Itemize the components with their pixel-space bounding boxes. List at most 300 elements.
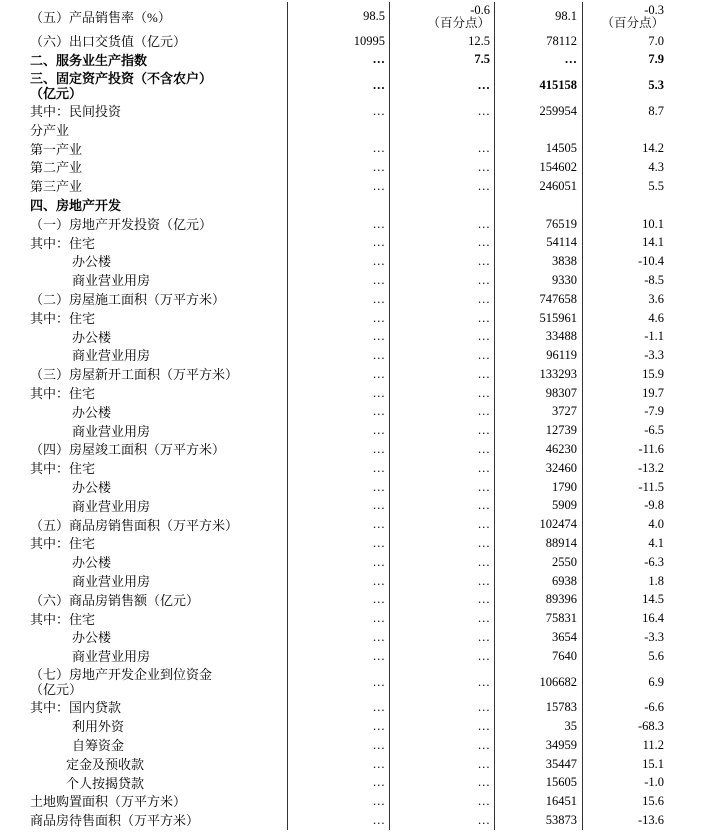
value-2: … [477,756,490,771]
value-1: … [372,78,385,93]
value-cell-3 [495,140,583,159]
value-cell-4 [583,290,668,309]
row-label [0,215,288,234]
value-1: … [372,423,385,438]
value-cell-2 [390,736,495,755]
row-label [0,121,288,140]
value-cell-4 [583,158,668,177]
table-row [0,666,724,699]
value-1: … [372,141,385,156]
value-cell-4 [583,811,668,830]
row-label [0,811,288,830]
value-3: 154602 [539,160,577,175]
value-1: … [372,756,385,771]
table-row [0,70,724,103]
value-1: … [372,554,385,569]
value-3: 75831 [545,611,577,626]
value-2: … [477,573,490,588]
row-label-text: 其中：住宅 [30,385,96,401]
value-2: … [477,423,490,438]
table-row [0,51,724,70]
value-cell-4 [583,591,668,610]
table-row [0,440,724,459]
table-row [0,591,724,610]
row-label [0,196,288,215]
row-label [0,32,288,51]
value-cell-4 [583,610,668,629]
value-cell-2 [390,215,495,234]
value-cell-1 [288,196,390,215]
value-2: … [477,775,490,790]
value-2: … [477,103,490,118]
row-label [0,792,288,811]
value-cell-4 [583,516,668,535]
value-cell-1 [288,478,390,497]
value-3: 6938 [552,573,577,588]
value-cell-2 [390,647,495,666]
value-3: 102474 [539,517,577,532]
value-cell-1 [288,328,390,347]
value-cell-1 [288,32,390,51]
value-cell-4 [583,422,668,441]
value-4: 7.9 [648,52,664,67]
value-4: -8.5 [644,272,664,287]
value-1: … [372,573,385,588]
value-4: -6.6 [644,700,664,715]
value-cell-1 [288,591,390,610]
value-4: -3.3 [644,630,664,645]
value-3: 3727 [552,404,577,419]
value-2: … [477,700,490,715]
row-label [0,774,288,793]
table-row [0,774,724,793]
value-cell-1 [288,290,390,309]
value-cell-2 [390,717,495,736]
value-1: … [372,329,385,344]
value-cell-4 [583,271,668,290]
table-row [0,792,724,811]
value-cell-4 [583,534,668,553]
value-cell-4 [583,140,668,159]
row-label [0,755,288,774]
value-1: 10995 [353,33,385,48]
value-1: … [372,812,385,827]
value-cell-3 [495,158,583,177]
table-row [0,516,724,535]
row-label-text: 分产业 [30,122,70,138]
value-2: … [477,648,490,663]
row-label-text: 办公楼 [72,254,112,270]
table-row [0,459,724,478]
row-label [0,478,288,497]
value-cell-4 [583,102,668,121]
value-1: … [372,348,385,363]
value-cell-3 [495,811,583,830]
value-2: … [477,536,490,551]
value-1: … [372,737,385,752]
row-label-text: 商业营业用房 [72,423,151,439]
table-row [0,422,724,441]
value-4: 8.7 [648,103,664,118]
value-cell-2 [390,158,495,177]
value-1: 98.5 [363,9,385,24]
row-label-text: 商品房待售面积（万平方米） [30,813,200,829]
row-label [0,534,288,553]
row-label [0,717,288,736]
value-3: 15605 [545,775,577,790]
value-1: … [372,291,385,306]
table-row [0,252,724,271]
value-4: -7.9 [644,404,664,419]
value-cell-1 [288,755,390,774]
value-cell-3 [495,666,583,699]
value-cell-3 [495,328,583,347]
value-cell-1 [288,553,390,572]
value-cell-4 [583,628,668,647]
value-cell-1 [288,440,390,459]
value-4: 10.1 [642,216,664,231]
value-1: … [372,160,385,175]
value-cell-1 [288,572,390,591]
value-cell-2 [390,516,495,535]
value-1: … [372,178,385,193]
row-label [0,252,288,271]
value-4: 19.7 [642,385,664,400]
value-2: … [477,366,490,381]
value-3: 14505 [545,141,577,156]
value-cell-4 [583,32,668,51]
value-cell-3 [495,628,583,647]
value-cell-4 [583,497,668,516]
row-label [0,384,288,403]
table-row [0,177,724,196]
value-cell-2 [390,384,495,403]
value-cell-3 [495,572,583,591]
row-label-text: （七）房地产开发企业到位资金 [30,667,213,683]
value-cell-2 [390,478,495,497]
value-cell-2 [390,422,495,441]
value-cell-1 [288,497,390,516]
table-row [0,196,724,215]
value-cell-2 [390,792,495,811]
table-row [0,755,724,774]
value-2: … [477,674,490,689]
value-1: … [372,498,385,513]
value-3: 106682 [539,674,577,689]
row-label-text: （二）房屋施工面积（万平方米） [30,291,226,307]
row-label [0,309,288,328]
value-cell-3 [495,271,583,290]
value-cell-4 [583,346,668,365]
row-label-text: 其中：住宅 [30,536,96,552]
value-cell-2 [390,70,495,103]
value-cell-2 [390,591,495,610]
value-4: 14.5 [642,592,664,607]
table-row [0,717,724,736]
value-cell-4 [583,699,668,718]
value-cell-2 [390,290,495,309]
row-label [0,666,288,699]
value-4: 5.5 [648,178,664,193]
value-cell-2 [390,440,495,459]
row-label-text: 其中：住宅 [30,310,96,326]
value-3: 246051 [539,178,577,193]
value-4: 15.1 [642,756,664,771]
value-4: -0.3 [644,2,664,17]
table-row [0,384,724,403]
value-cell-3 [495,196,583,215]
value-3: 415158 [539,78,577,93]
value-cell-2 [390,755,495,774]
value-cell-4 [583,736,668,755]
value-cell-1 [288,717,390,736]
value-cell-1 [288,158,390,177]
row-label-text: 其中：住宅 [30,611,96,627]
value-4: 5.3 [648,78,664,93]
value-cell-3 [495,699,583,718]
table-row [0,32,724,51]
row-label-text: 商业营业用房 [72,498,151,514]
value-3: 53873 [545,812,577,827]
value-3: 32460 [545,460,577,475]
row-label-text: （四）房屋竣工面积（万平方米） [30,442,226,458]
row-label-text: （六）商品房销售额（亿元） [30,592,200,608]
value-2: … [477,611,490,626]
table-row [0,140,724,159]
value-cell-2 [390,699,495,718]
value-2: … [477,812,490,827]
value-2: … [477,160,490,175]
row-label [0,102,288,121]
value-cell-2 [390,102,495,121]
value-4: 4.3 [648,160,664,175]
value-cell-2 [390,610,495,629]
value-4: -6.3 [644,554,664,569]
value-cell-1 [288,736,390,755]
row-label-text: 第一产业 [30,141,83,157]
row-label-text: 定金及预收款 [66,756,145,772]
value-cell-3 [495,32,583,51]
value-1: … [372,442,385,457]
value-3: 133293 [539,366,577,381]
value-cell-3 [495,774,583,793]
table-row [0,478,724,497]
value-cell-1 [288,628,390,647]
value-cell-3 [495,384,583,403]
table-row [0,2,724,32]
value-4: -10.4 [637,254,664,269]
value-3: 12739 [545,423,577,438]
value-4: -11.6 [638,442,664,457]
value-cell-2 [390,140,495,159]
value-cell-1 [288,51,390,70]
row-label [0,271,288,290]
value-cell-2 [390,572,495,591]
value-3: 96119 [546,348,577,363]
value-cell-1 [288,699,390,718]
value-cell-3 [495,290,583,309]
value-4: 14.2 [642,141,664,156]
table-row [0,290,724,309]
value-cell-2 [390,403,495,422]
value-cell-2 [390,811,495,830]
row-label [0,422,288,441]
value-cell-3 [495,440,583,459]
value-cell-1 [288,2,390,32]
value-3: 15783 [545,700,577,715]
value-cell-4 [583,177,668,196]
value-4: 14.1 [642,235,664,250]
value-cell-4 [583,51,668,70]
value-cell-3 [495,459,583,478]
row-label [0,516,288,535]
row-label-text: 其中：民间投资 [30,103,122,119]
table-row [0,811,724,830]
value-cell-3 [495,717,583,736]
value-cell-1 [288,346,390,365]
value-cell-4 [583,553,668,572]
value-3: 88914 [545,536,577,551]
value-1: … [372,272,385,287]
value-cell-1 [288,647,390,666]
row-label-text: 商业营业用房 [72,273,151,289]
row-label [0,403,288,422]
value-1: … [372,775,385,790]
row-label-text: 第二产业 [30,160,83,176]
table-row [0,234,724,253]
value-4: 3.6 [648,291,664,306]
value-cell-1 [288,177,390,196]
value-cell-3 [495,591,583,610]
value-cell-3 [495,497,583,516]
value-4: -13.2 [637,460,664,475]
value-cell-3 [495,346,583,365]
value-cell-3 [495,478,583,497]
value-3: 34959 [545,737,577,752]
row-label [0,647,288,666]
value-2: … [477,630,490,645]
value-2-unit: （百分点） [427,16,490,30]
row-label-text: 办公楼 [72,555,112,571]
table-row [0,271,724,290]
value-cell-2 [390,666,495,699]
value-cell-1 [288,365,390,384]
value-4: 4.0 [648,517,664,532]
value-3: 16451 [545,794,577,809]
value-cell-1 [288,811,390,830]
value-2: … [477,348,490,363]
value-4: 1.8 [648,573,664,588]
value-cell-2 [390,346,495,365]
table-row [0,497,724,516]
value-cell-4 [583,792,668,811]
value-4: -3.3 [644,348,664,363]
table-row [0,215,724,234]
row-label-text: 二、服务业生产指数 [30,52,148,68]
table-row [0,647,724,666]
value-cell-2 [390,553,495,572]
row-label-text: 其中：住宅 [30,461,96,477]
value-4: 15.9 [642,366,664,381]
row-label [0,736,288,755]
value-4: -1.1 [644,329,664,344]
value-cell-4 [583,365,668,384]
value-cell-4 [583,215,668,234]
value-cell-1 [288,666,390,699]
value-3: … [564,52,577,67]
row-label-text: 自筹资金 [72,737,125,753]
table-row [0,736,724,755]
row-label [0,234,288,253]
row-label [0,459,288,478]
value-1: … [372,517,385,532]
value-2: … [477,178,490,193]
value-4: 5.6 [648,648,664,663]
row-label [0,440,288,459]
value-3: 259954 [539,103,577,118]
value-4: -11.5 [638,479,664,494]
row-label [0,2,288,32]
table-row [0,403,724,422]
row-label-text: 商业营业用房 [72,649,151,665]
value-cell-2 [390,32,495,51]
value-cell-1 [288,459,390,478]
value-4: -13.6 [637,812,664,827]
table-row [0,158,724,177]
value-2: … [477,404,490,419]
row-label-line2: （亿元） [30,682,83,698]
value-1: … [372,385,385,400]
value-cell-4 [583,459,668,478]
value-2: … [477,235,490,250]
value-1: … [372,216,385,231]
value-cell-2 [390,328,495,347]
row-label [0,177,288,196]
value-cell-4 [583,196,668,215]
row-label [0,158,288,177]
value-cell-3 [495,755,583,774]
value-3: 46230 [545,442,577,457]
value-cell-4 [583,328,668,347]
value-1: … [372,479,385,494]
table-row [0,365,724,384]
value-cell-4 [583,309,668,328]
value-cell-2 [390,177,495,196]
value-2: … [477,78,490,93]
table-row [0,121,724,140]
value-cell-1 [288,610,390,629]
value-cell-4 [583,647,668,666]
value-3: 76519 [545,216,577,231]
value-1: … [372,611,385,626]
value-cell-3 [495,102,583,121]
value-cell-1 [288,422,390,441]
value-1: … [372,674,385,689]
indicator-table [0,2,724,830]
row-label-text: （一）房地产开发投资（亿元） [30,216,213,232]
row-label-text: （五）产品销售率（%） [30,9,171,25]
value-4: -9.8 [644,498,664,513]
row-label-line2: （亿元） [30,85,83,101]
value-3: 35447 [545,756,577,771]
table-row [0,572,724,591]
value-2: … [477,310,490,325]
value-cell-3 [495,792,583,811]
table-row [0,346,724,365]
row-label [0,70,288,103]
value-2: … [477,498,490,513]
value-cell-4 [583,2,668,32]
